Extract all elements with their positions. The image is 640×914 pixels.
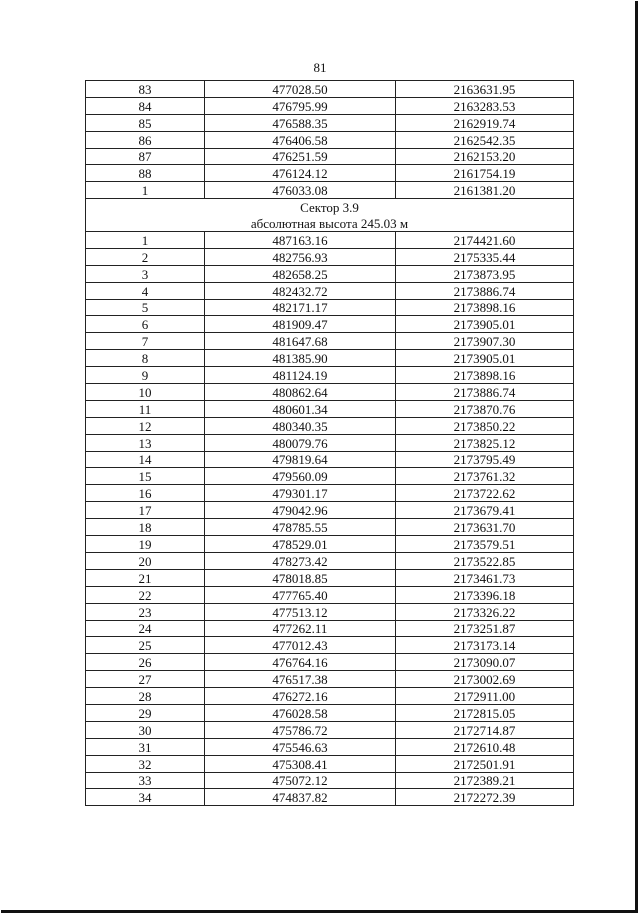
table-row <box>86 148 574 165</box>
y-coordinate-cell: 2172815.05 <box>396 704 574 721</box>
table-row <box>86 367 574 384</box>
y-coordinate-cell: 2173905.01 <box>396 350 574 367</box>
point-number-cell: 34 <box>86 789 205 806</box>
x-coordinate-cell: 479560.09 <box>205 468 396 485</box>
y-coordinate-cell: 2173579.51 <box>396 536 574 553</box>
y-coordinate-cell: 2173850.22 <box>396 417 574 434</box>
x-coordinate-cell: 487163.16 <box>205 232 396 249</box>
y-coordinate-cell: 2173825.12 <box>396 434 574 451</box>
x-coordinate-cell: 477012.43 <box>205 637 396 654</box>
x-coordinate-cell: 476517.38 <box>205 671 396 688</box>
table-row <box>86 81 574 98</box>
table-row <box>86 688 574 705</box>
point-number-cell: 8 <box>86 350 205 367</box>
point-number-cell: 22 <box>86 586 205 603</box>
table-row <box>86 671 574 688</box>
y-coordinate-cell: 2161381.20 <box>396 182 574 199</box>
table-row <box>86 434 574 451</box>
x-coordinate-cell: 476764.16 <box>205 654 396 671</box>
point-number-cell: 83 <box>86 81 205 98</box>
y-coordinate-cell: 2172714.87 <box>396 721 574 738</box>
point-number-cell: 1 <box>86 232 205 249</box>
sector-title: Сектор 3.9 <box>86 199 574 215</box>
point-number-cell: 12 <box>86 417 205 434</box>
table-row <box>86 316 574 333</box>
x-coordinate-cell: 476124.12 <box>205 165 396 182</box>
y-coordinate-cell: 2173326.22 <box>396 603 574 620</box>
y-coordinate-cell: 2162153.20 <box>396 148 574 165</box>
y-coordinate-cell: 2173873.95 <box>396 265 574 282</box>
x-coordinate-cell: 479301.17 <box>205 485 396 502</box>
table-row <box>86 350 574 367</box>
table-row <box>86 97 574 114</box>
sector-altitude: абсолютная высота 245.03 м <box>86 215 574 231</box>
table-row <box>86 721 574 738</box>
x-coordinate-cell: 480601.34 <box>205 400 396 417</box>
x-coordinate-cell: 475308.41 <box>205 755 396 772</box>
table-row <box>86 704 574 721</box>
table-row <box>86 789 574 806</box>
y-coordinate-cell: 2173679.41 <box>396 502 574 519</box>
x-coordinate-cell: 474837.82 <box>205 789 396 806</box>
table-row <box>86 654 574 671</box>
table-row <box>86 468 574 485</box>
point-number-cell: 15 <box>86 468 205 485</box>
y-coordinate-cell: 2173905.01 <box>396 316 574 333</box>
coordinates-table <box>85 80 574 806</box>
y-coordinate-cell: 2163631.95 <box>396 81 574 98</box>
table-row <box>86 182 574 199</box>
y-coordinate-cell: 2173795.49 <box>396 451 574 468</box>
y-coordinate-cell: 2173907.30 <box>396 333 574 350</box>
point-number-cell: 21 <box>86 569 205 586</box>
y-coordinate-cell: 2173251.87 <box>396 620 574 637</box>
y-coordinate-cell: 2173090.07 <box>396 654 574 671</box>
table-row <box>86 417 574 434</box>
point-number-cell: 33 <box>86 772 205 789</box>
x-coordinate-cell: 481647.68 <box>205 333 396 350</box>
point-number-cell: 31 <box>86 738 205 755</box>
point-number-cell: 20 <box>86 552 205 569</box>
x-coordinate-cell: 478785.55 <box>205 519 396 536</box>
x-coordinate-cell: 476028.58 <box>205 704 396 721</box>
table-row <box>86 755 574 772</box>
table-row <box>86 299 574 316</box>
table-row <box>86 131 574 148</box>
x-coordinate-cell: 478018.85 <box>205 569 396 586</box>
table-row <box>86 637 574 654</box>
table-row <box>86 502 574 519</box>
point-number-cell: 84 <box>86 97 205 114</box>
point-number-cell: 13 <box>86 434 205 451</box>
point-number-cell: 5 <box>86 299 205 316</box>
point-number-cell: 29 <box>86 704 205 721</box>
table-row <box>86 248 574 265</box>
x-coordinate-cell: 478529.01 <box>205 536 396 553</box>
x-coordinate-cell: 479819.64 <box>205 451 396 468</box>
table-row <box>86 165 574 182</box>
table-row <box>86 451 574 468</box>
y-coordinate-cell: 2173631.70 <box>396 519 574 536</box>
page-number: 81 <box>313 60 327 75</box>
point-number-cell: 3 <box>86 265 205 282</box>
y-coordinate-cell: 2172911.00 <box>396 688 574 705</box>
point-number-cell: 86 <box>86 131 205 148</box>
point-number-cell: 9 <box>86 367 205 384</box>
x-coordinate-cell: 481124.19 <box>205 367 396 384</box>
sector-header <box>86 199 574 232</box>
x-coordinate-cell: 476406.58 <box>205 131 396 148</box>
point-number-cell: 11 <box>86 400 205 417</box>
y-coordinate-cell: 2173396.18 <box>396 586 574 603</box>
y-coordinate-cell: 2173173.14 <box>396 637 574 654</box>
x-coordinate-cell: 480340.35 <box>205 417 396 434</box>
x-coordinate-cell: 476795.99 <box>205 97 396 114</box>
y-coordinate-cell: 2172272.39 <box>396 789 574 806</box>
y-coordinate-cell: 2162919.74 <box>396 114 574 131</box>
point-number-cell: 27 <box>86 671 205 688</box>
point-number-cell: 6 <box>86 316 205 333</box>
y-coordinate-cell: 2173898.16 <box>396 367 574 384</box>
x-coordinate-cell: 477262.11 <box>205 620 396 637</box>
x-coordinate-cell: 476033.08 <box>205 182 396 199</box>
y-coordinate-cell: 2175335.44 <box>396 248 574 265</box>
y-coordinate-cell: 2173886.74 <box>396 282 574 299</box>
x-coordinate-cell: 479042.96 <box>205 502 396 519</box>
table-row <box>86 485 574 502</box>
sector-title-row <box>86 199 574 215</box>
table-row <box>86 569 574 586</box>
x-coordinate-cell: 482432.72 <box>205 282 396 299</box>
x-coordinate-cell: 475786.72 <box>205 721 396 738</box>
x-coordinate-cell: 482171.17 <box>205 299 396 316</box>
y-coordinate-cell: 2173898.16 <box>396 299 574 316</box>
x-coordinate-cell: 476272.16 <box>205 688 396 705</box>
y-coordinate-cell: 2163283.53 <box>396 97 574 114</box>
point-number-cell: 2 <box>86 248 205 265</box>
table-row <box>86 333 574 350</box>
x-coordinate-cell: 475546.63 <box>205 738 396 755</box>
table-row <box>86 586 574 603</box>
y-coordinate-cell: 2173461.73 <box>396 569 574 586</box>
y-coordinate-cell: 2173002.69 <box>396 671 574 688</box>
point-number-cell: 30 <box>86 721 205 738</box>
x-coordinate-cell: 480862.64 <box>205 384 396 401</box>
y-coordinate-cell: 2172610.48 <box>396 738 574 755</box>
point-number-cell: 85 <box>86 114 205 131</box>
x-coordinate-cell: 477513.12 <box>205 603 396 620</box>
point-number-cell: 16 <box>86 485 205 502</box>
table-row <box>86 552 574 569</box>
point-number-cell: 7 <box>86 333 205 350</box>
point-number-cell: 4 <box>86 282 205 299</box>
table-row <box>86 536 574 553</box>
y-coordinate-cell: 2174421.60 <box>396 232 574 249</box>
x-coordinate-cell: 476588.35 <box>205 114 396 131</box>
y-coordinate-cell: 2173886.74 <box>396 384 574 401</box>
table-row <box>86 603 574 620</box>
sector-subtitle-row <box>86 215 574 231</box>
point-number-cell: 25 <box>86 637 205 654</box>
y-coordinate-cell: 2162542.35 <box>396 131 574 148</box>
point-number-cell: 14 <box>86 451 205 468</box>
point-number-cell: 88 <box>86 165 205 182</box>
x-coordinate-cell: 482756.93 <box>205 248 396 265</box>
point-number-cell: 32 <box>86 755 205 772</box>
table-row <box>86 232 574 249</box>
table-row <box>86 772 574 789</box>
point-number-cell: 23 <box>86 603 205 620</box>
table-row <box>86 620 574 637</box>
x-coordinate-cell: 481385.90 <box>205 350 396 367</box>
table-row <box>86 282 574 299</box>
table-section-after <box>86 232 574 806</box>
point-number-cell: 28 <box>86 688 205 705</box>
x-coordinate-cell: 477028.50 <box>205 81 396 98</box>
table-row <box>86 114 574 131</box>
point-number-cell: 1 <box>86 182 205 199</box>
point-number-cell: 18 <box>86 519 205 536</box>
point-number-cell: 87 <box>86 148 205 165</box>
x-coordinate-cell: 481909.47 <box>205 316 396 333</box>
table-row <box>86 265 574 282</box>
y-coordinate-cell: 2172389.21 <box>396 772 574 789</box>
point-number-cell: 17 <box>86 502 205 519</box>
y-coordinate-cell: 2161754.19 <box>396 165 574 182</box>
x-coordinate-cell: 480079.76 <box>205 434 396 451</box>
point-number-cell: 24 <box>86 620 205 637</box>
y-coordinate-cell: 2172501.91 <box>396 755 574 772</box>
point-number-cell: 10 <box>86 384 205 401</box>
x-coordinate-cell: 476251.59 <box>205 148 396 165</box>
x-coordinate-cell: 482658.25 <box>205 265 396 282</box>
y-coordinate-cell: 2173722.62 <box>396 485 574 502</box>
table-row <box>86 400 574 417</box>
point-number-cell: 26 <box>86 654 205 671</box>
y-coordinate-cell: 2173870.76 <box>396 400 574 417</box>
y-coordinate-cell: 2173761.32 <box>396 468 574 485</box>
table-section-before <box>86 81 574 199</box>
x-coordinate-cell: 475072.12 <box>205 772 396 789</box>
table-row <box>86 519 574 536</box>
x-coordinate-cell: 477765.40 <box>205 586 396 603</box>
y-coordinate-cell: 2173522.85 <box>396 552 574 569</box>
point-number-cell: 19 <box>86 536 205 553</box>
table-row <box>86 384 574 401</box>
x-coordinate-cell: 478273.42 <box>205 552 396 569</box>
table-row <box>86 738 574 755</box>
